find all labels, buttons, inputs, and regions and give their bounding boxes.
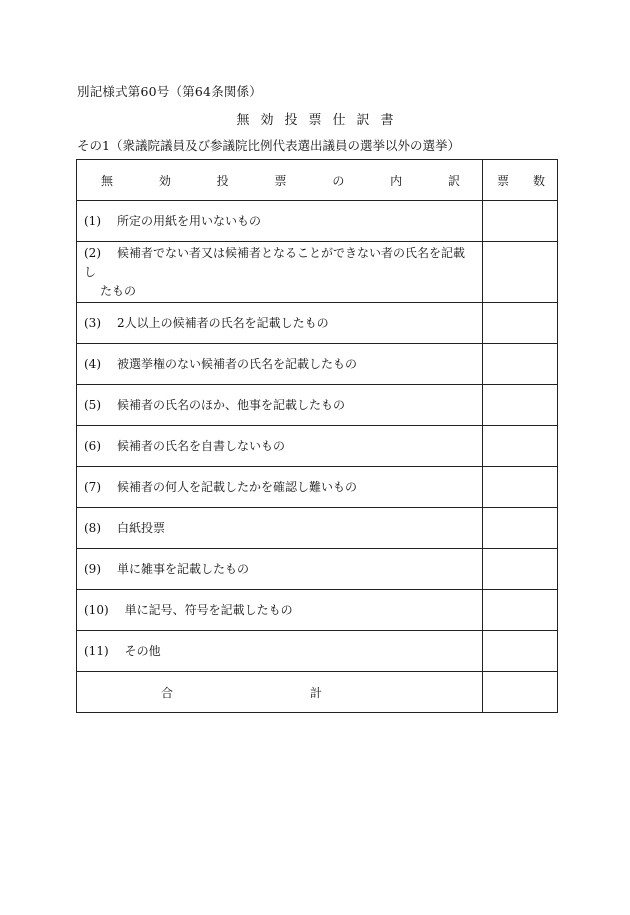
row-text: 単に記号、符号を記載したもの xyxy=(124,602,293,617)
table-row xyxy=(77,426,558,467)
header-breakdown xyxy=(77,160,483,201)
row-description xyxy=(77,590,483,631)
row-text: 被選挙権のない候補者の氏名を記載したもの xyxy=(117,356,358,371)
row-count-cell[interactable] xyxy=(483,242,558,303)
table-row xyxy=(77,590,558,631)
row-text: 候補者の何人を記載したかを確認し難いもの xyxy=(117,479,358,494)
header-char: 訳 xyxy=(447,173,460,188)
row-count-cell[interactable] xyxy=(483,549,558,590)
table-row xyxy=(77,201,558,242)
row-number: (11) xyxy=(84,643,109,658)
row-description xyxy=(77,467,483,508)
row-count-cell[interactable] xyxy=(483,385,558,426)
invalid-votes-table xyxy=(76,159,558,713)
row-text: 所定の用紙を用いないもの xyxy=(117,213,262,228)
row-count-cell[interactable] xyxy=(483,344,558,385)
row-count-cell[interactable] xyxy=(483,426,558,467)
total-label-cell xyxy=(77,672,483,713)
header-char: 票 xyxy=(274,173,287,188)
row-count-cell[interactable] xyxy=(483,201,558,242)
row-count-cell[interactable] xyxy=(483,508,558,549)
table-header-row xyxy=(77,160,558,201)
row-number: (9) xyxy=(84,561,101,576)
header-char: 票 xyxy=(497,173,510,188)
row-text-continued: たもの xyxy=(100,283,137,298)
table-row xyxy=(77,385,558,426)
row-number: (8) xyxy=(84,520,101,535)
form-number: 別記様式第60号（第64条関係） xyxy=(77,84,263,99)
row-description xyxy=(77,508,483,549)
row-text: 単に雑事を記載したもの xyxy=(117,561,250,576)
header-char: 投 xyxy=(216,173,229,188)
total-char: 計 xyxy=(309,685,322,700)
row-text: その他 xyxy=(124,643,161,658)
title-char: 無 xyxy=(236,113,250,128)
row-text: 候補者の氏名を自書しないもの xyxy=(117,438,286,453)
row-number: (2) xyxy=(84,245,101,260)
row-number: (3) xyxy=(84,315,101,330)
row-description xyxy=(77,242,483,303)
header-vote-count xyxy=(483,160,558,201)
table-row xyxy=(77,631,558,672)
row-description xyxy=(77,549,483,590)
table-row xyxy=(77,242,558,303)
title-char: 効 xyxy=(260,113,274,128)
row-number: (4) xyxy=(84,356,101,371)
row-text: 候補者でない者又は候補者となることができない者の氏名を記載し xyxy=(84,245,466,279)
header-char: 数 xyxy=(532,173,545,188)
row-text: 白紙投票 xyxy=(117,520,166,535)
row-number: (5) xyxy=(84,397,101,412)
table-row xyxy=(77,508,558,549)
title-char: 票 xyxy=(308,113,322,128)
row-text: 候補者の氏名のほか、他事を記載したもの xyxy=(117,397,346,412)
title-char: 投 xyxy=(284,113,298,128)
title-char: 書 xyxy=(380,113,394,128)
total-char: 合 xyxy=(161,685,174,700)
table-row xyxy=(77,344,558,385)
document-subtitle: その1（衆議院議員及び参議院比例代表選出議員の選挙以外の選挙） xyxy=(77,138,460,153)
row-number: (1) xyxy=(84,213,101,228)
table-row xyxy=(77,303,558,344)
header-char: 効 xyxy=(158,173,171,188)
table-row xyxy=(77,549,558,590)
total-row xyxy=(77,672,558,713)
row-number: (6) xyxy=(84,438,101,453)
header-char: 内 xyxy=(390,173,403,188)
header-char: 無 xyxy=(101,173,114,188)
row-count-cell[interactable] xyxy=(483,631,558,672)
row-description xyxy=(77,385,483,426)
title-char: 訳 xyxy=(356,113,370,128)
header-char: の xyxy=(332,173,345,188)
row-count-cell[interactable] xyxy=(483,590,558,631)
row-number: (10) xyxy=(84,602,109,617)
row-description xyxy=(77,303,483,344)
row-description xyxy=(77,201,483,242)
row-description xyxy=(77,426,483,467)
row-description xyxy=(77,344,483,385)
row-count-cell[interactable] xyxy=(483,467,558,508)
table-row xyxy=(77,467,558,508)
title-char: 仕 xyxy=(332,113,346,128)
total-count-cell[interactable] xyxy=(483,672,558,713)
document-title xyxy=(0,109,630,128)
row-text: 2人以上の候補者の氏名を記載したもの xyxy=(117,315,329,330)
row-number: (7) xyxy=(84,479,101,494)
row-count-cell[interactable] xyxy=(483,303,558,344)
row-description xyxy=(77,631,483,672)
